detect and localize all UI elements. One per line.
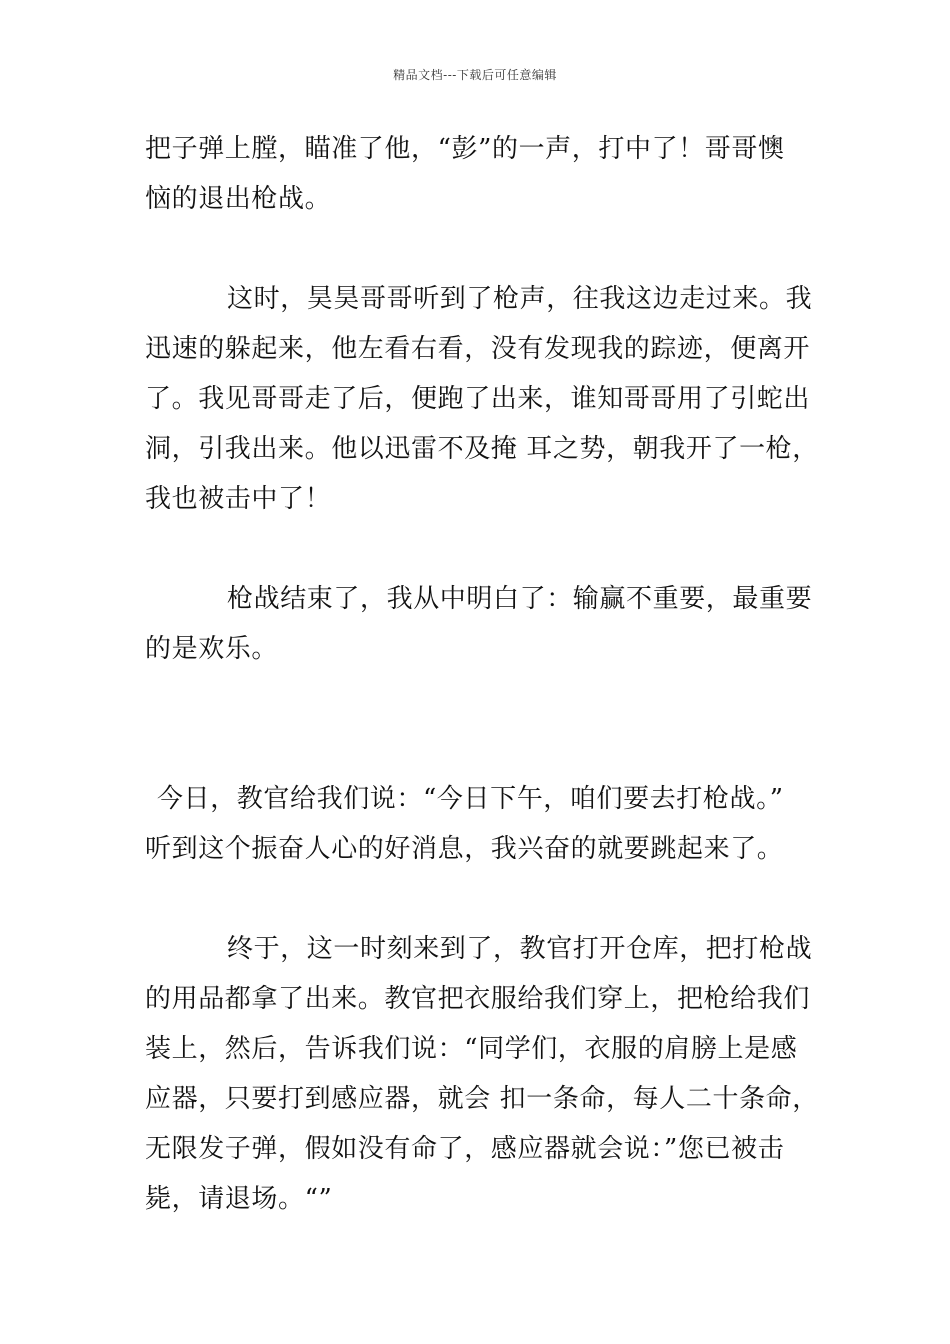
paragraph-first-line: 这时，昊昊哥哥听到了枪声，往我这边走过来。我 (227, 284, 813, 314)
text-line: 装上，然后，告诉我们说：“同学们，衣服的肩膀上是感 (145, 1034, 798, 1064)
text-line: 听到这个振奋人心的好消息，我兴奋的就要跳起来了。 (145, 834, 784, 864)
text-line: 洞，引我出来。他以迅雷不及掩 耳之势，朝我开了一枪， (145, 434, 819, 464)
paragraph-first-line: 终于，这一时刻来到了，教官打开仓库，把打枪战 (227, 934, 813, 964)
text-line: 了。我见哥哥走了后，便跑了出来，谁知哥哥用了引蛇出 (145, 384, 811, 414)
text-line: 恼的退出枪战。 (145, 184, 332, 214)
text-line: 无限发子弹，假如没有命了，感应器就会说：”您已被击 (145, 1134, 785, 1164)
text-line: 的是欢乐。 (145, 634, 279, 664)
page-header: 精品文档---下载后可任意编辑 (393, 68, 557, 82)
paragraph-first-line: 枪战结束了，我从中明白了：输赢不重要，最重要 (227, 584, 813, 614)
text-line: 把子弹上膛，瞄准了他，“彭”的一声，打中了！哥哥懊 (145, 134, 785, 164)
text-line: 应器，只要打到感应器，就会 扣一条命，每人二十条命， (145, 1084, 819, 1114)
text-line: 的用品都拿了出来。教官把衣服给我们穿上，把枪给我们 (145, 984, 811, 1014)
text-line: 毙，请退场。“” (145, 1184, 333, 1214)
text-line: 我也被击中了！ (145, 484, 332, 514)
text-line: 迅速的躲起来，他左看右看，没有发现我的踪迹，便离开 (145, 334, 811, 364)
paragraph-first-line: 今日，教官给我们说：“今日下午，咱们要去打枪战。” (157, 784, 784, 814)
